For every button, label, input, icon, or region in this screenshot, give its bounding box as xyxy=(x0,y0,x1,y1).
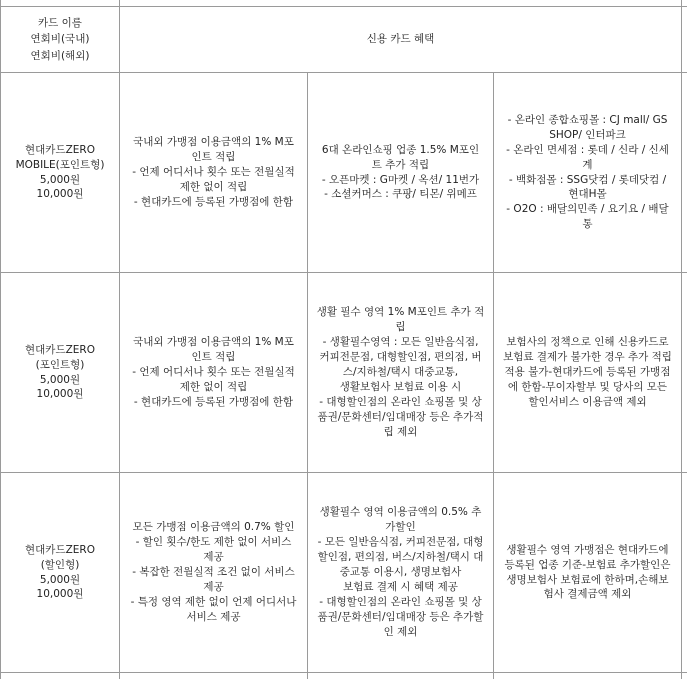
row-1-benefit-3-line-8: 통 xyxy=(582,218,593,231)
row-3-name-line-4: 10,000원 xyxy=(36,588,84,601)
row-1-name-cell[interactable] xyxy=(1,73,119,272)
row-2-benefit-3-line-3: 적용 불가-현대카드에 등록된 가맹점 xyxy=(504,366,671,379)
row-3-benefit-3-line-2: 등록된 업종 기준-보험료 추가할인은 xyxy=(504,558,671,571)
header-name-line-1: 카드 이름 xyxy=(38,17,82,30)
row-2-benefit-2-cell[interactable] xyxy=(308,273,493,472)
row-3-benefit-2 xyxy=(312,505,489,639)
row-1-benefit-3-line-3: - 온라인 면세점 : 롯데 / 신라 / 신세 xyxy=(506,143,669,156)
row-3-benefit-1-line-2: - 할인 횟수/한도 제한 없이 서비스 xyxy=(135,536,292,549)
row-2-name-line-1: 현대카드ZERO xyxy=(25,343,95,356)
row-1-benefit-1-line-4: 제한 없이 적립 xyxy=(179,180,248,193)
header-name-line-3: 연회비(해외) xyxy=(30,49,90,62)
row-3-name xyxy=(5,543,115,603)
row-3-benefit-1-line-3: 제공 xyxy=(203,551,224,564)
row-1-benefit-3-line-4: 계 xyxy=(582,158,593,171)
row-2-benefit-2-line-4: 커피전문점, 대형할인점, 편의점, 버 xyxy=(319,351,482,364)
row-1-benefit-2-line-1: 6대 온라인쇼핑 업종 1.5% M포인 xyxy=(321,143,480,156)
row-3-benefit-1-line-5: 제공 xyxy=(203,580,224,593)
row-1-benefit-2-line-4: - 소셜커머스 : 쿠팡/ 티몬/ 위메프 xyxy=(324,188,477,201)
row-2-benefit-2-line-1: 생활 필수 영역 1% M포인트 추가 적 xyxy=(316,306,485,319)
row-2-name xyxy=(5,343,115,403)
row-2-benefit-1-line-3: - 언제 어디서나 횟수 또는 전월실적 xyxy=(132,366,295,379)
row-2-benefit-1-line-5: - 현대카드에 등록된 가맹점에 한함 xyxy=(133,395,294,408)
row-3-benefit-2-cell[interactable] xyxy=(308,473,493,672)
row-2-benefit-2-line-7: - 대형할인점의 온라인 쇼핑몰 및 상 xyxy=(319,395,482,408)
row-3-benefit-2-line-8: 품권/문화센터/임대매장 등은 추가할 xyxy=(317,610,484,623)
header-benefits-label: 신용 카드 혜택 xyxy=(366,33,435,46)
row-1-benefit-2 xyxy=(312,143,489,203)
header-name-line-2: 연회비(국내) xyxy=(30,33,90,46)
row-1-name-line-1: 현대카드ZERO xyxy=(25,143,95,156)
row-2-benefit-2-line-9: 립 제외 xyxy=(383,425,418,438)
row-3-benefit-2-line-3: - 모든 일반음식점, 커피전문점, 대형 xyxy=(317,536,484,549)
row-1-benefit-3-line-7: - O2O : 배달의민족 / 요기요 / 배달 xyxy=(506,203,669,216)
row-2-benefit-1 xyxy=(124,335,303,410)
row-3-benefit-2-line-5: 중교통 이용시, 생명보험사 xyxy=(339,566,462,579)
row-2-benefit-2-line-8: 품권/문화센터/임대매장 등은 추가적 xyxy=(317,410,484,423)
row-2-benefit-1-line-2: 인트 적립 xyxy=(191,351,236,364)
row-3-benefit-3-line-3: 생명보험사 보험료에 한하며,손해보 xyxy=(506,573,669,586)
row-2-name-line-2: (포인트형) xyxy=(35,358,85,371)
row-1-benefit-2-cell[interactable] xyxy=(308,73,493,272)
row-2-benefit-1-line-1: 국내외 가맹점 이용금액의 1% M포 xyxy=(133,336,294,349)
row-3-benefit-2-line-9: 인 제외 xyxy=(383,625,418,638)
row-2-benefit-3-line-5: 할인서비스 이용금액 제외 xyxy=(528,395,647,408)
col-border-right xyxy=(681,0,682,679)
row-2-benefit-3-cell[interactable] xyxy=(494,273,681,472)
row-2-benefit-1-cell[interactable] xyxy=(120,273,307,472)
row-3-benefit-2-line-1: 생활필수 영역 이용금액의 0.5% 추 xyxy=(319,506,482,519)
row-3-benefit-2-line-7: - 대형할인점의 온라인 쇼핑몰 및 상 xyxy=(319,595,482,608)
row-3-benefit-1-cell[interactable] xyxy=(120,473,307,672)
row-border-3 xyxy=(0,672,687,673)
row-2-benefit-2-line-2: 립 xyxy=(395,321,406,334)
row-2-benefit-3-line-2: 보험료 결제가 불가한 경우 추가 적립 xyxy=(503,351,672,364)
row-3-benefit-3-line-4: 험사 결제금액 제외 xyxy=(543,588,632,601)
row-2-benefit-2-line-3: - 생활필수영역 : 모든 일반음식점, xyxy=(322,336,479,349)
row-1-benefit-3-line-5: - 백화점몰 : SSG닷컴 / 롯데닷컴 / xyxy=(508,173,667,186)
row-3-benefit-1-line-7: 서비스 제공 xyxy=(186,610,241,623)
row-3-name-line-2: (할인형) xyxy=(40,558,80,571)
row-2-benefit-3 xyxy=(498,335,677,410)
row-3-name-cell[interactable] xyxy=(1,473,119,672)
row-3-name-line-3: 5,000원 xyxy=(39,573,81,586)
row-1-benefit-3 xyxy=(498,113,677,232)
row-3-benefit-2-line-2: 가할인 xyxy=(385,521,416,534)
row-1-benefit-3-line-6: 현대H몰 xyxy=(568,188,607,201)
row-3-benefit-1-line-4: - 복잡한 전월실적 조건 없이 서비스 xyxy=(132,566,295,579)
row-3-benefit-2-line-6: 보험료 결제 시 혜택 제공 xyxy=(343,580,458,593)
row-3-benefit-1-line-1: 모든 가맹점 이용금액의 0.7% 할인 xyxy=(132,521,295,534)
row-2-benefit-2 xyxy=(312,305,489,439)
row-3-benefit-3-cell[interactable] xyxy=(494,473,681,672)
row-1-name xyxy=(5,143,115,203)
row-2-name-cell[interactable] xyxy=(1,273,119,472)
row-3-benefit-3 xyxy=(498,543,677,603)
row-1-name-line-3: 5,000원 xyxy=(39,173,81,186)
row-2-name-line-3: 5,000원 xyxy=(39,373,81,386)
row-1-benefit-1-line-1: 국내외 가맹점 이용금액의 1% M포 xyxy=(133,136,294,149)
row-3-benefit-1 xyxy=(124,520,303,624)
row-2-benefit-3-line-1: 보험사의 정책으로 인해 신용카드로 xyxy=(506,336,669,349)
header-benefits-cell[interactable] xyxy=(120,7,681,72)
row-1-benefit-1-line-5: - 현대카드에 등록된 가맹점에 한함 xyxy=(133,195,294,208)
row-1-name-line-4: 10,000원 xyxy=(36,188,84,201)
row-1-name-line-2: MOBILE(포인트형) xyxy=(15,158,105,171)
row-1-benefit-1-line-2: 인트 적립 xyxy=(191,151,236,164)
header-name-cell[interactable] xyxy=(1,7,119,72)
row-1-benefit-3-line-1: - 온라인 종합쇼핑몰 : CJ mall/ GS xyxy=(507,113,668,126)
row-2-benefit-2-line-5: 스/지하철/택시 대중교통, xyxy=(342,366,459,379)
row-2-benefit-2-line-6: 생활보험사 보험료 이용 시 xyxy=(339,380,462,393)
row-1-benefit-3-cell[interactable] xyxy=(494,73,681,272)
row-1-benefit-1-line-3: - 언제 어디서나 횟수 또는 전월실적 xyxy=(132,166,295,179)
row-3-name-line-1: 현대카드ZERO xyxy=(25,543,95,556)
row-3-benefit-2-line-4: 할인점, 편의점, 버스/지하철/택시 대 xyxy=(317,551,484,564)
row-1-benefit-1-cell[interactable] xyxy=(120,73,307,272)
row-1-benefit-2-line-2: 트 추가 적립 xyxy=(371,158,430,171)
row-2-benefit-1-line-4: 제한 없이 적립 xyxy=(179,380,248,393)
row-3-benefit-1-line-6: - 특정 영역 제한 없이 언제 어디서나 xyxy=(130,595,297,608)
row-3-benefit-3-line-1: 생활필수 영역 가맹점은 현대카드에 xyxy=(506,543,669,556)
row-1-benefit-3-line-2: SHOP/ 인터파크 xyxy=(549,128,626,141)
row-1-benefit-1 xyxy=(124,135,303,210)
row-1-benefit-2-line-3: - 오픈마켓 : G마켓 / 옥션/ 11번가 xyxy=(321,173,480,186)
row-2-name-line-4: 10,000원 xyxy=(36,388,84,401)
row-2-benefit-3-line-4: 에 한함-무이자할부 및 당사의 모든 xyxy=(507,380,668,393)
